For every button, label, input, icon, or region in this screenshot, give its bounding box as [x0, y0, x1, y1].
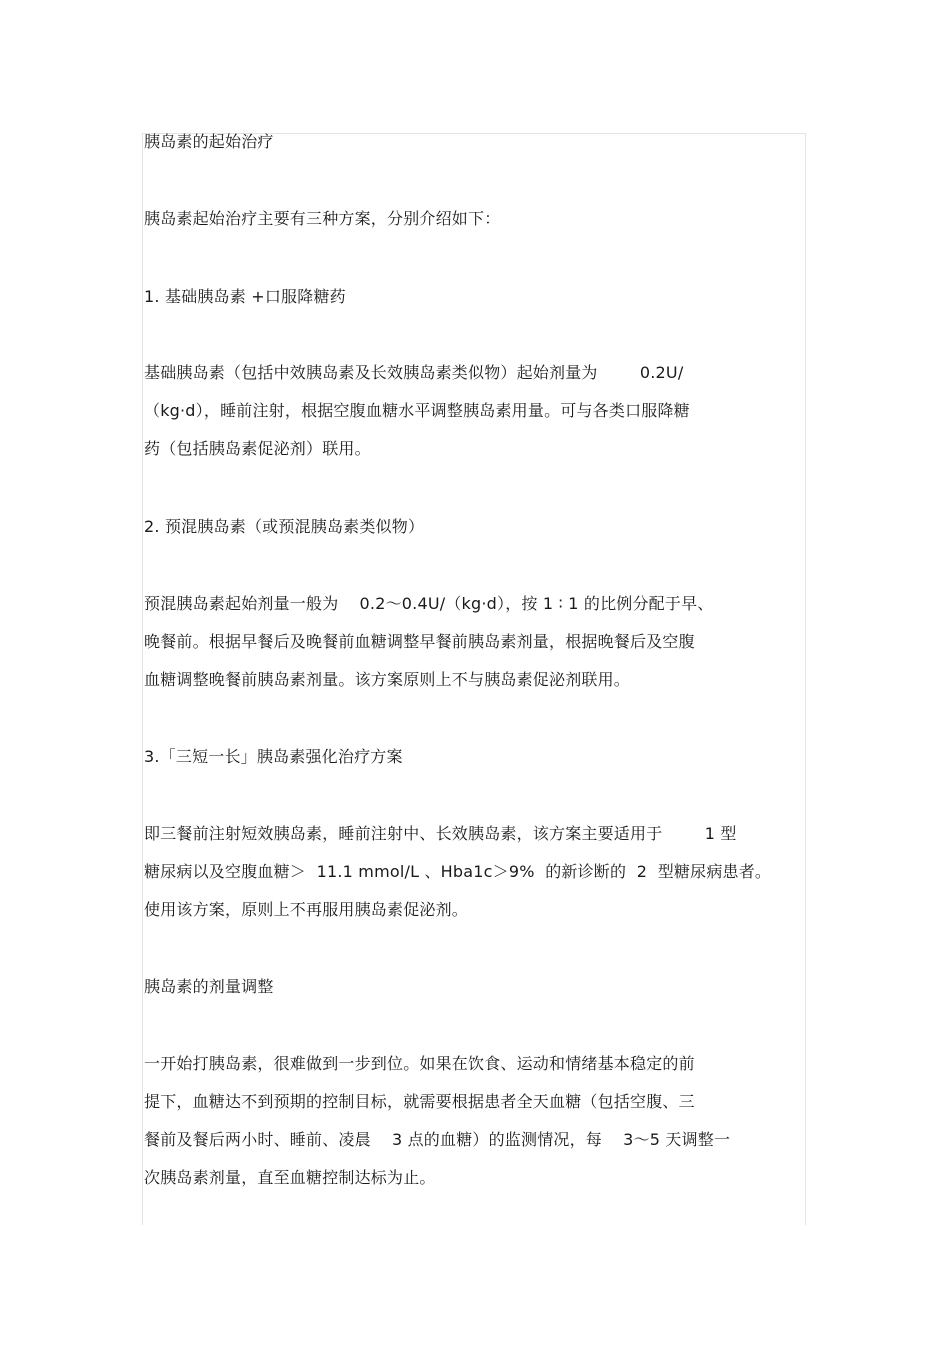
section4-line-4: 次胰岛素剂量，直至血糖控制达标为止。 [144, 1168, 436, 1187]
section4-line-3: 餐前及餐后两小时、睡前、凌晨 3 点的血糖）的监测情况，每 3～5 天调整一 [144, 1130, 731, 1149]
section2-heading: 2. 预混胰岛素（或预混胰岛素类似物） [144, 517, 425, 536]
section3-heading: 3.「三短一长」胰岛素强化治疗方案 [144, 747, 403, 766]
section2-line-3: 血糖调整晚餐前胰岛素剂量。该方案原则上不与胰岛素促泌剂联用。 [144, 670, 631, 689]
section2-line-1: 预混胰岛素起始剂量一般为 0.2～0.4U/（kg·d），按 1 ∶ 1 的比例分配于早、 [144, 594, 714, 613]
section4-heading: 胰岛素的剂量调整 [144, 977, 274, 996]
section1-heading: 1. 基础胰岛素 +口服降糖药 [144, 287, 346, 306]
section1-line-3: 药（包括胰岛素促泌剂）联用。 [144, 439, 371, 458]
section1-line-2: （kg·d），睡前注射，根据空腹血糖水平调整胰岛素用量。可与各类口服降糖 [144, 401, 690, 420]
section4-line-1: 一开始打胰岛素，很难做到一步到位。如果在饮食、运动和情绪基本稳定的前 [144, 1054, 695, 1073]
intro-paragraph: 胰岛素起始治疗主要有三种方案，分别介绍如下： [144, 209, 501, 228]
section1-line-1: 基础胰岛素（包括中效胰岛素及长效胰岛素类似物）起始剂量为 0.2U/ [144, 363, 684, 382]
document-title: 胰岛素的起始治疗 [144, 132, 274, 151]
section3-line-2: 糖尿病以及空腹血糖＞ 11.1 mmol/L 、Hba1c＞9% 的新诊断的 2 型糖尿病患者。 [144, 862, 772, 881]
section3-line-3: 使用该方案，原则上不再服用胰岛素促泌剂。 [144, 900, 469, 919]
section4-line-2: 提下，血糖达不到预期的控制目标，就需要根据患者全天血糖（包括空腹、三 [144, 1092, 695, 1111]
section2-line-2: 晚餐前。根据早餐后及晚餐前血糖调整早餐前胰岛素剂量，根据晚餐后及空腹 [144, 632, 695, 651]
section3-line-1: 即三餐前注射短效胰岛素，睡前注射中、长效胰岛素，该方案主要适用于 1 型 [144, 824, 737, 843]
